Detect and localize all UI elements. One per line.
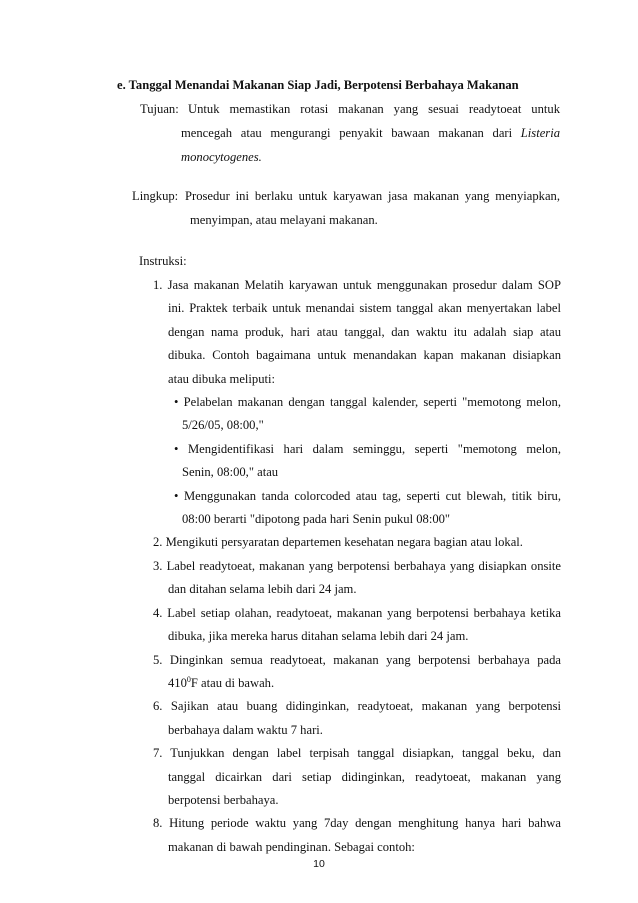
item-4-line-1: 4. Label setiap olahan, readytoeat, makanan yang berpotensi berbahaya ketika [153, 606, 561, 620]
tujuan-line-3: monocytogenes. [181, 150, 262, 164]
item-3-line-2: dan ditahan selama lebih dari 24 jam. [168, 582, 357, 596]
instruksi-label: Instruksi: [139, 254, 187, 268]
item-5-line-1: 5. Dinginkan semua readytoeat, makanan yang berpotensi berbahaya pada [153, 653, 561, 667]
item-8-line-1: 8. Hitung periode waktu yang 7day dengan menghitung hanya hari bahwa [153, 816, 561, 830]
tujuan-line-1: Untuk memastikan rotasi makanan yang sesuai readytoeat untuk [188, 102, 560, 116]
temperature-value: 410 [168, 676, 187, 690]
lingkup-line-2: menyimpan, atau melayani makanan. [190, 213, 378, 227]
item-6-line-1: 6. Sajikan atau buang didinginkan, readytoeat, makanan yang berpotensi [153, 699, 561, 713]
item-5-line-2-text: F atau di bawah. [190, 676, 275, 690]
tujuan-label: Tujuan: [140, 102, 179, 116]
item-1-line-4: dibuka. Contoh bagaimana untuk menandakan kapan makanan disiapkan [168, 348, 561, 362]
degree-superscript: 0 [186, 674, 191, 684]
lingkup-label: Lingkup: [132, 189, 179, 203]
item-7-line-1: 7. Tunjukkan dengan label terpisah tanggal disiapkan, tanggal beku, dan [153, 746, 561, 760]
item-5-line-2 [168, 675, 274, 691]
item-3-line-1: 3. Label readytoeat, makanan yang berpotensi berbahaya yang disiapkan onsite [153, 559, 561, 573]
item-7-line-2: tanggal dicairkan dari setiap didinginkan, readytoeat, makanan yang [168, 770, 561, 784]
bullet-2-line-1: • Mengidentifikasi hari dalam seminggu, seperti "memotong melon, [174, 442, 561, 456]
item-4-line-2: dibuka, jika mereka harus ditahan selama lebih dari 24 jam. [168, 629, 469, 643]
tujuan-line-2 [181, 125, 560, 141]
item-1-line-2: ini. Praktek terbaik untuk menandai sistem tanggal akan menyertakan label [168, 301, 561, 315]
item-7-line-3: berpotensi berbahaya. [168, 793, 279, 807]
item-2-line-1: 2. Mengikuti persyaratan departemen kesehatan negara bagian atau lokal. [153, 535, 523, 549]
item-6-line-2: berbahaya dalam waktu 7 hari. [168, 723, 323, 737]
bullet-1-line-1: • Pelabelan makanan dengan tanggal kalender, seperti "memotong melon, [174, 395, 561, 409]
item-8-line-2: makanan di bawah pendinginan. Sebagai contoh: [168, 840, 415, 854]
tujuan-line-2-italic: Listeria [520, 126, 560, 140]
bullet-3-line-2: 08:00 berarti "dipotong pada hari Senin pukul 08:00" [182, 512, 451, 526]
lingkup-line-1: Prosedur ini berlaku untuk karyawan jasa makanan yang menyiapkan, [185, 189, 560, 203]
item-1-line-5: atau dibuka meliputi: [168, 372, 276, 386]
bullet-1-line-2: 5/26/05, 08:00," [182, 418, 264, 432]
tujuan-line-2-text: mencegah atau mengurangi penyakit bawaan makanan dari [181, 126, 513, 140]
bullet-2-line-2: Senin, 08:00," atau [182, 465, 279, 479]
item-1-line-3: dengan nama produk, hari atau tanggal, dan waktu itu adalah siap atau [168, 325, 561, 339]
item-1-line-1: 1. Jasa makanan Melatih karyawan untuk menggunakan prosedur dalam SOP [153, 278, 561, 292]
section-heading: e. Tanggal Menandai Makanan Siap Jadi, Berpotensi Berbahaya Makanan [117, 78, 519, 92]
bullet-3-line-1: • Menggunakan tanda colorcoded atau tag, seperti cut blewah, titik biru, [174, 489, 561, 503]
page-number: 10 [313, 858, 325, 870]
